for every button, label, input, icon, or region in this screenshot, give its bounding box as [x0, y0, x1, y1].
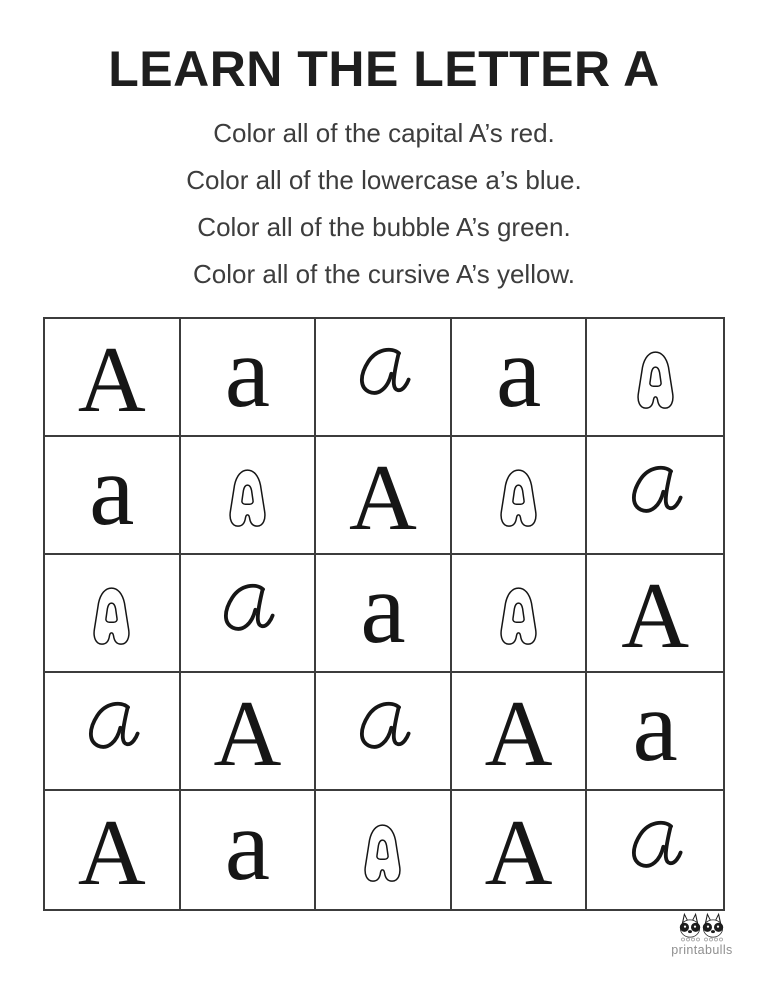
brand-name: printabulls [671, 943, 733, 957]
grid-cell-capital-a [587, 555, 723, 673]
bubble-a-icon [498, 466, 539, 532]
instructions-block [0, 110, 768, 298]
lowercase-a-letter: a [224, 791, 271, 902]
grid-cell-lowercase-a [452, 319, 588, 437]
grid-cell-cursive-a [587, 437, 723, 555]
bubble-a-icon [91, 584, 132, 650]
bubble-a-icon [362, 821, 403, 887]
cursive-a-icon [623, 818, 687, 869]
grid-cell-lowercase-a [181, 319, 317, 437]
cursive-a-icon [215, 581, 279, 632]
capital-a-letter: A [621, 564, 690, 668]
grid-cell-cursive-a [316, 319, 452, 437]
grid-cell-capital-a [452, 791, 588, 909]
capital-a-letter: A [349, 446, 417, 550]
capital-a-letter: A [484, 801, 553, 905]
capital-a-letter: A [213, 682, 282, 786]
grid-cell-lowercase-a [181, 791, 317, 909]
grid-cell-capital-a [452, 673, 588, 791]
grid-cell-bubble-a [452, 437, 588, 555]
letter-grid [43, 317, 725, 911]
grid-cell-lowercase-a [587, 673, 723, 791]
grid-cell-capital-a [316, 437, 452, 555]
bubble-a-icon [227, 466, 268, 532]
grid-cell-capital-a [45, 791, 181, 909]
cursive-a-icon [351, 345, 415, 396]
cursive-a-icon [351, 699, 415, 750]
grid-cell-bubble-a [45, 555, 181, 673]
brand-footer [662, 912, 742, 957]
grid-cell-cursive-a [45, 673, 181, 791]
bubble-a-icon [498, 584, 539, 650]
instruction-line-lowercase: Color all of the lowercase a’s blue. [186, 165, 582, 195]
lowercase-a-letter: a [632, 673, 678, 783]
lowercase-a-letter: a [224, 319, 271, 429]
grid-cell-cursive-a [316, 673, 452, 791]
bubble-a-icon [635, 348, 676, 414]
lowercase-a-letter: a [360, 555, 406, 665]
instruction-line-cursive: Color all of the cursive A’s yellow. [193, 259, 575, 289]
grid-cell-bubble-a [181, 437, 317, 555]
capital-a-letter: A [77, 801, 146, 905]
lowercase-a-letter: a [495, 319, 542, 429]
grid-cell-bubble-a [587, 319, 723, 437]
cursive-a-icon [80, 699, 144, 750]
capital-a-letter: A [77, 328, 146, 432]
grid-cell-bubble-a [452, 555, 588, 673]
grid-cell-lowercase-a [45, 437, 181, 555]
lowercase-a-letter: a [89, 437, 135, 547]
grid-cell-bubble-a [316, 791, 452, 909]
grid-cell-cursive-a [587, 791, 723, 909]
grid-cell-capital-a [181, 673, 317, 791]
instruction-line-capital: Color all of the capital A’s red. [213, 118, 555, 148]
grid-cell-capital-a [45, 319, 181, 437]
capital-a-letter: A [484, 682, 553, 786]
grid-cell-lowercase-a [316, 555, 452, 673]
grid-cell-cursive-a [181, 555, 317, 673]
two-bulldog-faces-icon [677, 912, 727, 943]
instruction-line-bubble: Color all of the bubble A’s green. [197, 212, 571, 242]
cursive-a-icon [623, 463, 687, 514]
page-title: LEARN THE LETTER A [108, 41, 660, 97]
